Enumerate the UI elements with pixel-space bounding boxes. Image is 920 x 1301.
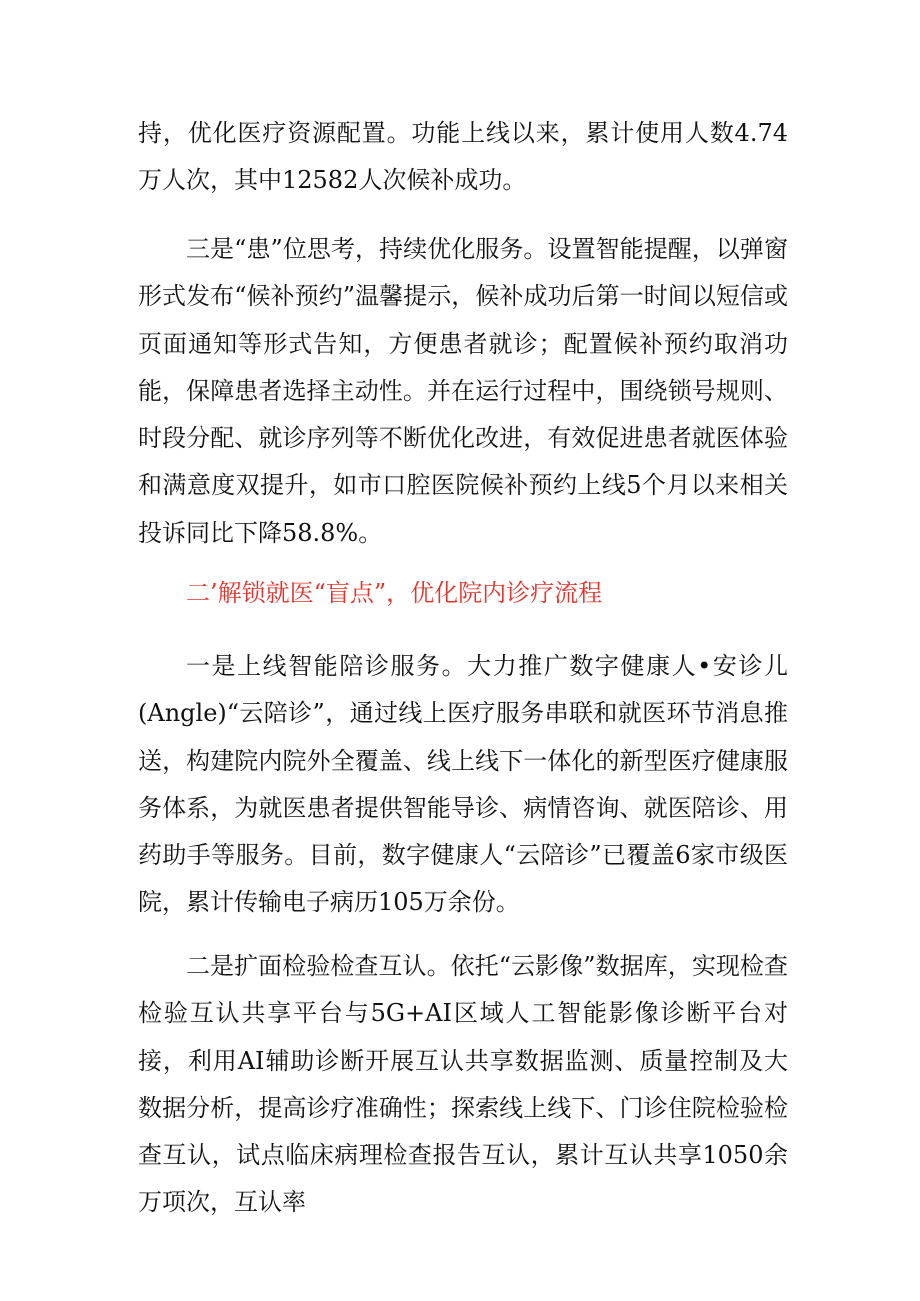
section-heading: 二’解锁就医“盲点”，优化院内诊疗流程 [186, 579, 603, 607]
paragraph-point-two: 二是扩面检验检查互认。依托“云影像”数据库，实现检查检验互认共享平台与5G+AI区域人工智能影像诊断平台对接，利用AI辅助诊断开展互认共享数据监测、质量控制及大数据分析，提高诊疗准确性；探索线上线下、门诊住院检验检查互认，试点临床病理检查报告互认，累计互认共享1050余万项次，互认率 [138, 952, 788, 1217]
paragraph-point-three: 三是“患”位思考，持续优化服务。设置智能提醒，以弹窗形式发布“候补预约”温馨提示，候补成功后第一时间以短信或页面通知等形式告知，方便患者就诊；配置候补预约取消功能，保障患者选择主动性。并在运行过程中，围绕锁号规则、时段分配、就诊序列等不断优化改进，有效促进患者就医体验和满意度双提升，如市口腔医院候补预约上线5个月以来相关投诉同比下降58.8%。 [138, 235, 788, 547]
paragraph-point-one: 一是上线智能陪诊服务。大力推广数字健康人•安诊儿(Angle)“云陪诊”，通过线上医疗服务串联和就医环节消息推送，构建院内院外全覆盖、线上线下一体化的新型医疗健康服务体系，为就医患者提供智能导诊、病情咨询、就医陪诊、用药助手等服务。目前，数字健康人“云陪诊”已覆盖6家市级医院，累计传输电子病历105万余份。 [138, 652, 788, 917]
paragraph-continuation: 持，优化医疗资源配置。功能上线以来，累计使用人数4.74万人次，其中12582人次候补成功。 [138, 119, 788, 195]
